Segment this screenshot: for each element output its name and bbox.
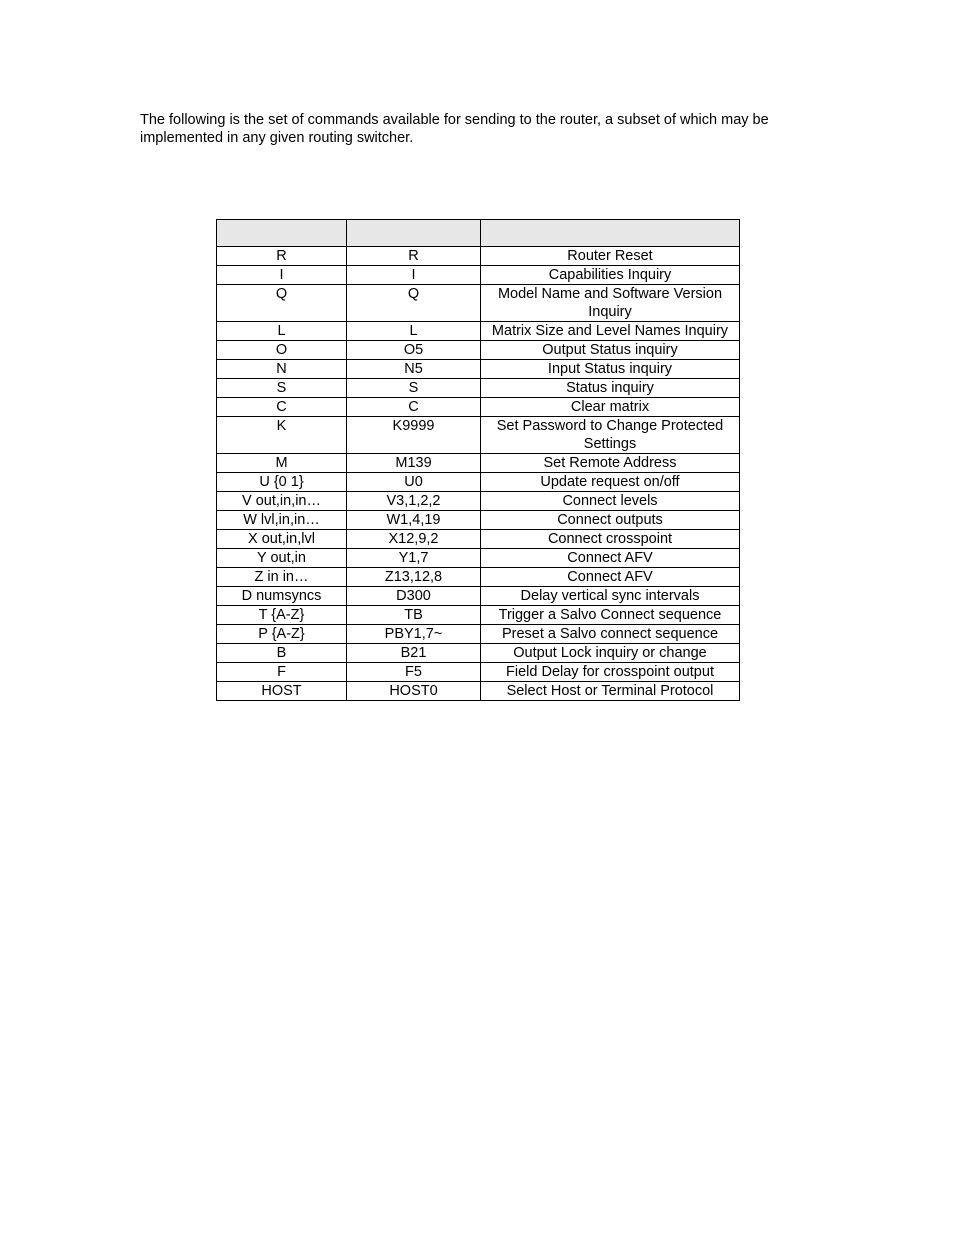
table-row xyxy=(217,644,740,663)
cell-description: Clear matrix xyxy=(481,398,740,417)
table-row xyxy=(217,568,740,587)
table-row xyxy=(217,606,740,625)
table-row xyxy=(217,682,740,701)
table-row xyxy=(217,417,740,454)
cell-description: Update request on/off xyxy=(481,473,740,492)
cell-example: K9999 xyxy=(347,417,481,454)
cell-example: V3,1,2,2 xyxy=(347,492,481,511)
cell-command: Z in in… xyxy=(217,568,347,587)
cell-description: Delay vertical sync intervals xyxy=(481,587,740,606)
table-row xyxy=(217,322,740,341)
table-row xyxy=(217,663,740,682)
cell-description: Connect AFV xyxy=(481,549,740,568)
table-row xyxy=(217,511,740,530)
cell-example: I xyxy=(347,266,481,285)
cell-example: X12,9,2 xyxy=(347,530,481,549)
intro-paragraph: The following is the set of commands available for sending to the router, a subset of which may be implemented in any given routing switcher. xyxy=(140,112,769,146)
cell-description: Status inquiry xyxy=(481,379,740,398)
table-row xyxy=(217,341,740,360)
cell-example: S xyxy=(347,379,481,398)
cell-command: V out,in,in… xyxy=(217,492,347,511)
cell-example: O5 xyxy=(347,341,481,360)
cell-description: Select Host or Terminal Protocol xyxy=(481,682,740,701)
cell-description: Output Lock inquiry or change xyxy=(481,644,740,663)
cell-command: U {0 1} xyxy=(217,473,347,492)
cell-command: Y out,in xyxy=(217,549,347,568)
table-row xyxy=(217,549,740,568)
cell-example: W1,4,19 xyxy=(347,511,481,530)
cell-command: B xyxy=(217,644,347,663)
cell-example: Z13,12,8 xyxy=(347,568,481,587)
cell-command: L xyxy=(217,322,347,341)
cell-example: L xyxy=(347,322,481,341)
cell-command: O xyxy=(217,341,347,360)
cell-description: Field Delay for crosspoint output xyxy=(481,663,740,682)
cell-description: Set Password to Change Protected Settings xyxy=(481,417,740,454)
table-header-row xyxy=(217,220,740,247)
cell-command: Q xyxy=(217,285,347,322)
cell-description: Connect crosspoint xyxy=(481,530,740,549)
table-row xyxy=(217,587,740,606)
table-row xyxy=(217,379,740,398)
cell-example: HOST0 xyxy=(347,682,481,701)
cell-description: Trigger a Salvo Connect sequence xyxy=(481,606,740,625)
cell-description: Router Reset xyxy=(481,247,740,266)
cell-example: Q xyxy=(347,285,481,322)
cell-description: Set Remote Address xyxy=(481,454,740,473)
cell-command: S xyxy=(217,379,347,398)
cell-description: Model Name and Software Version Inquiry xyxy=(481,285,740,322)
cell-example: TB xyxy=(347,606,481,625)
cell-command: T {A-Z} xyxy=(217,606,347,625)
table-row xyxy=(217,625,740,644)
header-description xyxy=(481,220,740,247)
table-row xyxy=(217,398,740,417)
command-table xyxy=(216,219,740,701)
cell-command: C xyxy=(217,398,347,417)
cell-example: F5 xyxy=(347,663,481,682)
table-row xyxy=(217,473,740,492)
cell-description: Connect outputs xyxy=(481,511,740,530)
cell-description: Capabilities Inquiry xyxy=(481,266,740,285)
cell-example: U0 xyxy=(347,473,481,492)
cell-command: R xyxy=(217,247,347,266)
cell-example: N5 xyxy=(347,360,481,379)
cell-command: I xyxy=(217,266,347,285)
cell-example: PBY1,7~ xyxy=(347,625,481,644)
header-command xyxy=(217,220,347,247)
table-row xyxy=(217,285,740,322)
cell-example: C xyxy=(347,398,481,417)
cell-command: F xyxy=(217,663,347,682)
cell-example: R xyxy=(347,247,481,266)
cell-description: Matrix Size and Level Names Inquiry xyxy=(481,322,740,341)
cell-command: P {A-Z} xyxy=(217,625,347,644)
cell-command: M xyxy=(217,454,347,473)
cell-description: Output Status inquiry xyxy=(481,341,740,360)
cell-description: Preset a Salvo connect sequence xyxy=(481,625,740,644)
table-row xyxy=(217,492,740,511)
cell-command: HOST xyxy=(217,682,347,701)
cell-description: Connect AFV xyxy=(481,568,740,587)
table-row xyxy=(217,266,740,285)
cell-example: D300 xyxy=(347,587,481,606)
cell-description: Input Status inquiry xyxy=(481,360,740,379)
cell-command: N xyxy=(217,360,347,379)
table-row xyxy=(217,530,740,549)
cell-command: W lvl,in,in… xyxy=(217,511,347,530)
table-row xyxy=(217,247,740,266)
cell-example: Y1,7 xyxy=(347,549,481,568)
header-example xyxy=(347,220,481,247)
table-row xyxy=(217,360,740,379)
cell-description: Connect levels xyxy=(481,492,740,511)
cell-example: M139 xyxy=(347,454,481,473)
cell-command: K xyxy=(217,417,347,454)
cell-example: B21 xyxy=(347,644,481,663)
cell-command: D numsyncs xyxy=(217,587,347,606)
cell-command: X out,in,lvl xyxy=(217,530,347,549)
table-row xyxy=(217,454,740,473)
